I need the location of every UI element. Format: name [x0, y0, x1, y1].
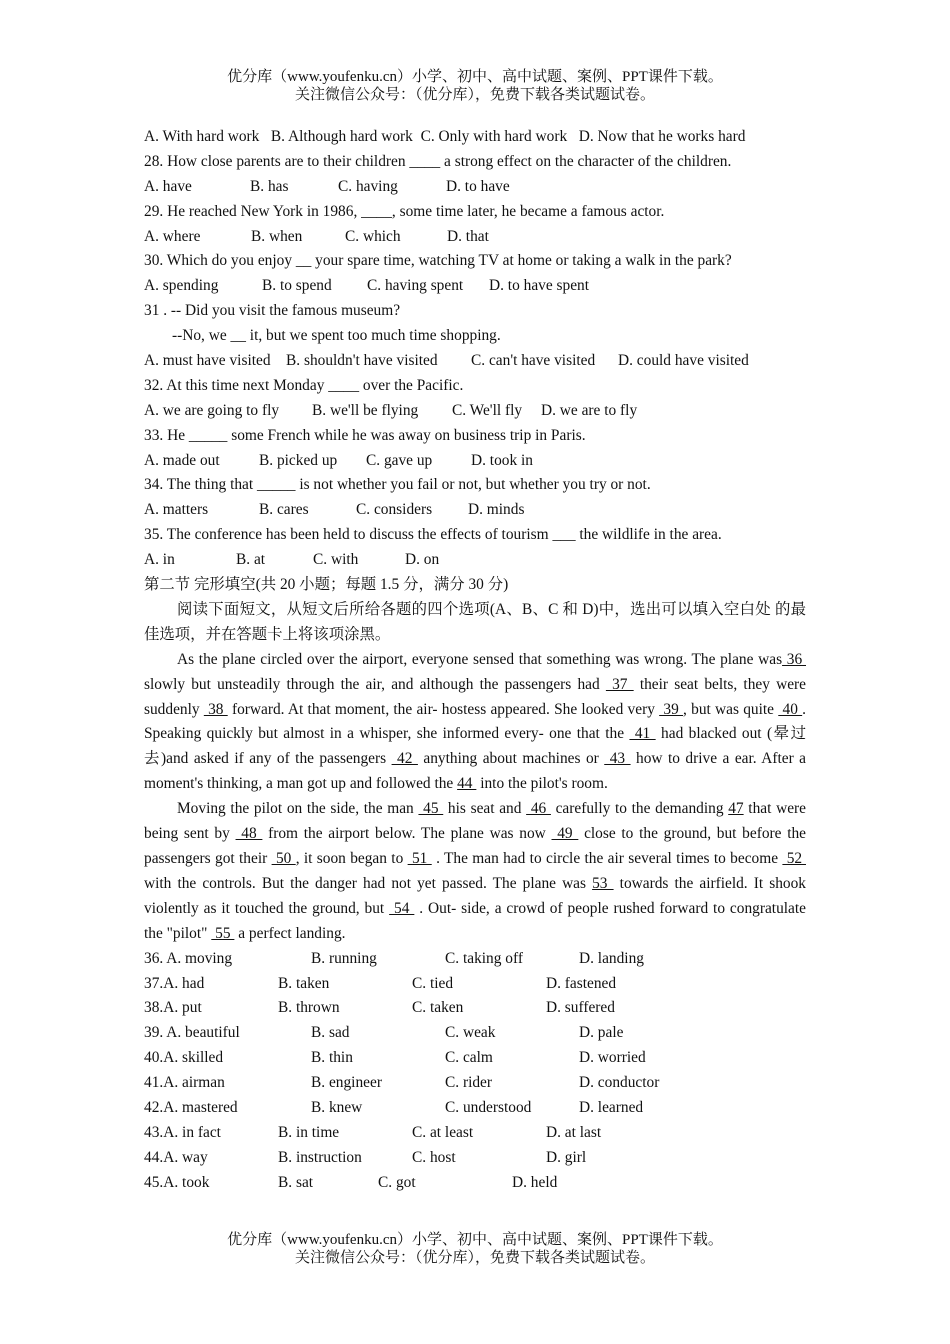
- blank-48: 48: [235, 825, 263, 843]
- blank-46: 46: [526, 800, 551, 818]
- blank-49: 49: [551, 825, 579, 843]
- blank-43: 43: [604, 750, 631, 768]
- question-options: [144, 175, 806, 200]
- option-d: D. that: [447, 227, 489, 245]
- option-a: A. spending: [144, 277, 219, 295]
- page-footer: [0, 1231, 950, 1267]
- question-stem: 35. The conference has been held to discuss the effects of tourism ___ the wildlife in the area.: [144, 526, 722, 544]
- option-c: C. which: [345, 227, 401, 245]
- page-header: [0, 68, 950, 104]
- option-a: A. have: [144, 177, 192, 195]
- option-a: A. must have visited: [144, 352, 271, 370]
- option-d: D. minds: [468, 501, 525, 519]
- option-c: C. gave up: [366, 451, 433, 469]
- passage-paragraph-1: As the plane circled over the airport, everyone sensed that something was wrong. The plane was 36 slowly but unsteadily through the air, and although the passengers had 37 their seat belts, they were suddenly 38 forward. At that moment, the air- hostess appeared. She looked very 39 , but was quite 40 . Speaking quickly but almost in a whisper, she informed every- one that the 41 had blacked out (晕过去)and asked if any of the passengers 42 anything about machines or 43 how to drive a ear. After a moment's thinking, a man got up and followed the 44 into the pilot's room.: [144, 650, 807, 793]
- answer-row: 36. A. moving B. running C. taking off D. landing: [144, 949, 644, 967]
- option-a: A. matters: [144, 501, 209, 519]
- blank-37: 37: [605, 675, 634, 693]
- answer-row: 45.A. took B. sat C. got D. held: [144, 1173, 558, 1191]
- answer-row: 41.A. airman B. engineer C. rider D. conductor: [144, 1074, 660, 1092]
- blank-54: 54: [389, 899, 415, 917]
- option-a: A. made out: [144, 451, 220, 469]
- question-stem: 29. He reached New York in 1986, ____, some time later, he became a famous actor.: [144, 202, 665, 220]
- blank-47: 47: [728, 800, 744, 818]
- blank-51: 51: [407, 849, 432, 867]
- option-c: C. can't have visited: [471, 352, 596, 370]
- question-stem: 28. How close parents are to their children ____ a strong effect on the character of the children.: [144, 152, 732, 170]
- option-d: D. on: [405, 551, 440, 569]
- blank-42: 42: [391, 750, 418, 768]
- option-a: A. where: [144, 227, 201, 245]
- blank-40: 40: [778, 700, 803, 718]
- option-c: C. having: [338, 177, 398, 195]
- question-options: [144, 274, 806, 299]
- section-instruction: 阅读下面短文，从短文后所给各题的四个选项(A、B、C 和 D)中，选出可以填入空白处 的最佳选项，并在答题卡上将该项涂黑。: [144, 600, 806, 643]
- option-d: D. we are to fly: [541, 401, 638, 419]
- option-b: B. when: [251, 227, 303, 245]
- question-options: [144, 225, 806, 250]
- blank-36: 36: [782, 650, 806, 668]
- option-d: D. could have visited: [618, 352, 749, 370]
- answer-row: 39. A. beautiful B. sad C. weak D. pale: [144, 1024, 624, 1042]
- question-stem: 31 . -- Did you visit the famous museum?: [144, 302, 401, 320]
- answer-row: 40.A. skilled B. thin C. calm D. worried: [144, 1049, 646, 1067]
- option-b: B. to spend: [262, 277, 332, 295]
- question-options: [144, 449, 806, 474]
- footer-line-2: 关注微信公众号：（优分库），免费下载各类试题试卷。: [294, 1250, 655, 1266]
- blank-50: 50: [271, 849, 296, 867]
- option-b: B. shouldn't have visited: [286, 352, 438, 370]
- option-a: A. With hard work: [144, 128, 260, 145]
- option-b: B. has: [250, 177, 289, 195]
- blank-52: 52: [782, 849, 806, 867]
- blank-53: 53: [592, 874, 614, 892]
- question-stem: 32. At this time next Monday ____ over the Pacific.: [144, 376, 464, 394]
- question-options: [144, 349, 806, 374]
- question-stem: 33. He _____ some French while he was away on business trip in Paris.: [144, 426, 586, 444]
- blank-39: 39: [659, 700, 684, 718]
- option-c: C. Only with hard work: [420, 128, 568, 145]
- cloze-passage: [144, 648, 806, 947]
- option-d: D. Now that he works hard: [578, 128, 746, 145]
- answer-row: 43.A. in fact B. in time C. at least D. at last: [144, 1123, 602, 1141]
- header-line-2: 关注微信公众号：（优分库），免费下载各类试题试卷。: [294, 87, 655, 103]
- option-b: B. we'll be flying: [312, 401, 419, 419]
- question-options: [144, 548, 806, 573]
- option-b: B. Although hard work: [270, 128, 413, 145]
- question-options: [144, 399, 806, 424]
- question-stem-reply: --No, we __ it, but we spent too much time shopping.: [172, 327, 501, 345]
- blank-41: 41: [629, 725, 656, 743]
- question-stem: 30. Which do you enjoy __ your spare time, watching TV at home or taking a walk in the park?: [144, 252, 732, 270]
- blank-38: 38: [203, 700, 228, 718]
- option-c: C. having spent: [367, 277, 464, 295]
- option-b: B. cares: [259, 501, 309, 519]
- answer-row: 44.A. way B. instruction C. host D. girl: [144, 1148, 587, 1166]
- blank-45: 45: [418, 800, 444, 818]
- header-line-1: 优分库（www.youfenku.cn）小学、初中、高中试题、案例、PPT课件下载。: [227, 69, 723, 85]
- blank-55: 55: [211, 924, 235, 942]
- option-b: B. at: [236, 551, 266, 569]
- blank-44: 44: [457, 775, 477, 793]
- question-stem: 34. The thing that _____ is not whether you fail or not, but whether you try or not.: [144, 476, 651, 494]
- option-d: D. to have: [446, 177, 510, 195]
- q27-options: [144, 125, 806, 150]
- option-a: A. in: [144, 551, 175, 569]
- option-c: C. with: [313, 551, 359, 569]
- option-b: B. picked up: [259, 451, 338, 469]
- footer-line-1: 优分库（www.youfenku.cn）小学、初中、高中试题、案例、PPT课件下载。: [227, 1232, 723, 1248]
- option-a: A. we are going to fly: [144, 401, 280, 419]
- option-c: C. We'll fly: [452, 401, 523, 419]
- answer-row: 37.A. had B. taken C. tied D. fastened: [144, 974, 617, 992]
- exam-content: [144, 125, 806, 1196]
- section-title: 第二节 完形填空(共 20 小题；每题 1.5 分，满分 30 分): [144, 576, 509, 594]
- option-c: C. considers: [356, 501, 433, 519]
- answer-row: 38.A. put B. thrown C. taken D. suffered: [144, 999, 615, 1017]
- passage-paragraph-2: Moving the pilot on the side, the man 45 his seat and 46 carefully to the demanding 47 that were being sent by 48 from the airport below. The plane was now 49 close to the ground, but before the passengers got their 50 , it soon began to 51 . The man had to circle the air several times to become 52 with the controls. But the danger had not yet passed. The plane was 53 towards the airfield. It shook violently as it touched the ground, but 54 . Out- side, a crowd of people rushed forward to congratulate the "pilot" 55 a perfect landing.: [144, 800, 807, 942]
- option-d: D. to have spent: [489, 277, 590, 295]
- answer-row: 42.A. mastered B. knew C. understood D. learned: [144, 1098, 644, 1116]
- question-options: [144, 498, 806, 523]
- option-d: D. took in: [471, 451, 533, 469]
